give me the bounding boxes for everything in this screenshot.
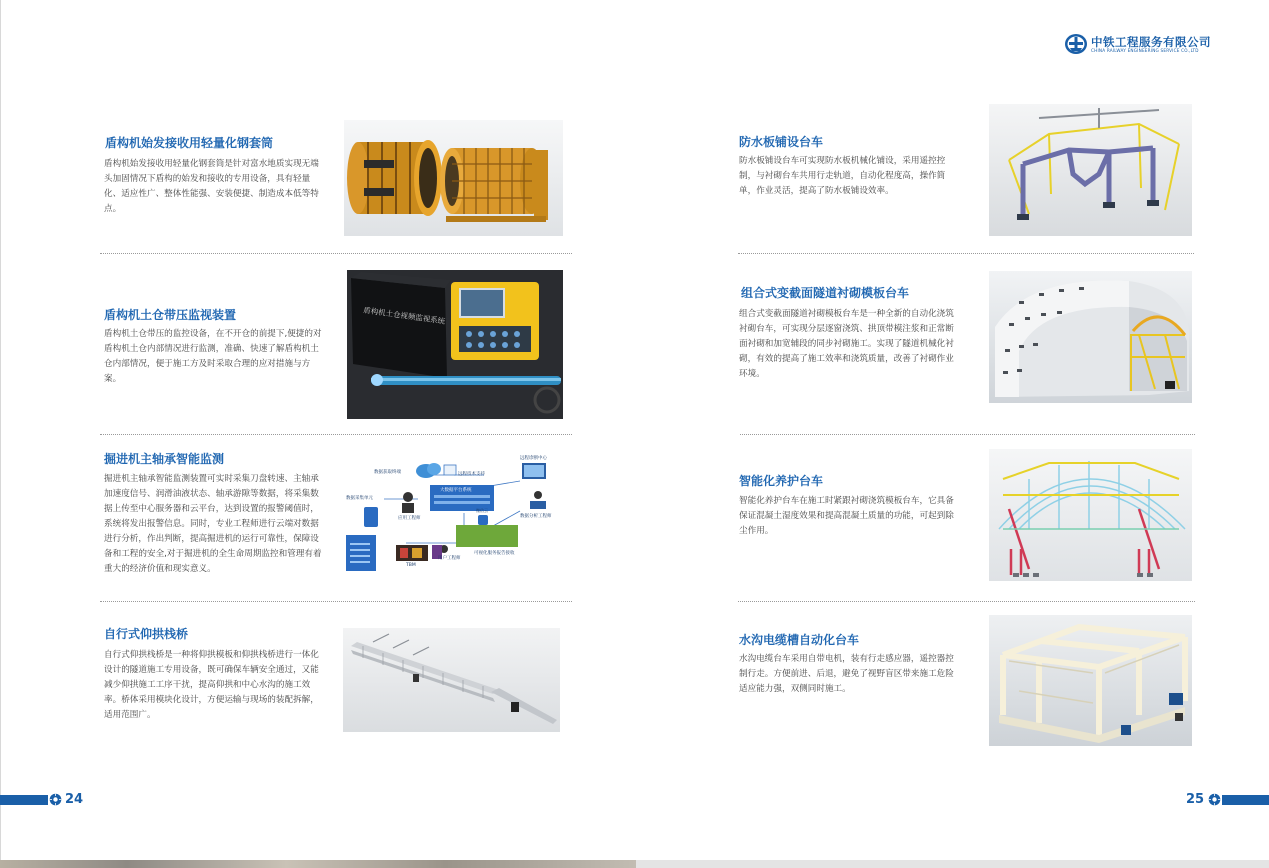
diagram-label-data-collection: 数据获取终端: [374, 470, 401, 475]
item-title-pressure-monitor: 盾构机土仓带压监视装置: [104, 308, 237, 322]
item-desc-steel-sleeve: 盾构机始发接收用轻量化钢套筒是针对富水地质实现无端头加固情况下盾构的始发和接收的专用设备，具有轻量化、适应性广、整体性能强、安装便捷、制造成本低等特点。: [104, 159, 319, 214]
divider: [100, 434, 572, 435]
page-number-bar-left: [0, 795, 48, 805]
waterproof-trolley-image: [989, 104, 1192, 236]
cable-trench-trolley-image: [989, 615, 1192, 746]
trestle-bridge-image: [343, 628, 560, 732]
page-number-bar-right: [1222, 795, 1269, 805]
flower-icon: [1208, 793, 1221, 806]
diagram-label-remote-support: 远程技术支持: [458, 472, 485, 477]
diagram-label-cloud: 微信云: [476, 508, 488, 513]
diagram-label-remote-center: 远程诊断中心: [520, 456, 547, 461]
diagram-label-bigdata-platform: 大数据平台系统: [440, 488, 472, 493]
diagram-label-maint-service: 可视化服务报告接收: [474, 551, 515, 556]
item-title-trestle: 自行式仰拱栈桥: [104, 627, 189, 641]
next-spread-photo-edge: [0, 860, 636, 868]
page-number-right: 25: [1186, 792, 1205, 807]
case-label: 盾构机土仓视频监视系统: [362, 305, 446, 326]
company-name-en: CHINA RAILWAY ENGINEERING SERVICE CO.,LTD: [1091, 48, 1199, 53]
lining-formwork-image: [989, 271, 1192, 403]
diagram-label-tbm: TBM: [406, 563, 416, 568]
page-number-left: 24: [65, 792, 84, 807]
item-title-cable-trench: 水沟电缆槽自动化台车: [739, 633, 860, 647]
diagram-label-app-engineer: 应用工程师: [398, 516, 421, 521]
item-desc-pressure-monitor: 盾构机土仓带压的监控设备，在不开仓的前提下,便捷的对盾构机土仓内部情况进行监测，准确、快速了解盾构机土仓内部情况，便于施工方及时采取合理的应对措施与方案。: [104, 329, 322, 384]
steel-sleeve-image: [344, 120, 563, 236]
item-desc-trestle: 自行式仰拱栈桥是一种将仰拱模板和仰拱栈桥进行一体化设计的隧道施工专用设备，既可确保车辆安全通过，又能减少仰拱施工工序干扰，提高仰拱和中心水沟的施工效率。桥体采用模块化设计，方便运输与现场的装配拆解，适用范围广。: [104, 650, 319, 720]
diagram-label-data-service: 数据分析工程师: [520, 514, 552, 519]
item-desc-cable-trench: 水沟电缆台车采用自带电机，装有行走感应器，遥控器控制行走。方便前进、后退，避免了视野盲区带来施工危险适应能力强，双侧同时施工。: [739, 654, 954, 694]
item-title-bearing-monitor: 掘进机主轴承智能监测: [104, 452, 225, 466]
diagram-label-data-collect-unit: 数据采集单元: [346, 496, 373, 501]
item-title-steel-sleeve: 盾构机始发接收用轻量化钢套筒: [105, 136, 274, 150]
company-logo: [1064, 33, 1224, 57]
bearing-monitoring-diagram: [344, 451, 562, 572]
divider: [100, 253, 572, 254]
item-title-waterproof: 防水板铺设台车: [739, 135, 824, 149]
item-desc-lining-formwork: 组合式变截面隧道衬砌模板台车是一种全新的自动化浇筑衬砌台车，可实现分层逐窗浇筑、拱顶带模注浆和正常断面衬砌和加宽辅段的同步衬砌施工。实现了隧道机械化衬砌，有效的提高了施工效率和浇筑质量，改善了衬砌作业环境。: [739, 309, 954, 379]
divider: [738, 253, 1194, 254]
divider: [740, 434, 1195, 435]
bottom-strip: [0, 860, 1269, 868]
curing-trolley-image: [989, 449, 1192, 581]
item-desc-bearing-monitor: 掘进机主轴承智能监测装置可实时采集刀盘转速、主轴承加速度信号、润滑油液状态、轴承游隙等数据，将采集数据上传至中心服务器和云平台，达到设置的报警阈值时，系统将发出报警信息。同时，专业工程师进行云端对数据进行分析，作出判断，提高掘进机的运行可靠性，保障设备和工程的安全,对于掘进机的全生命周期监控和管理有着重大的经济价值和现实意义。: [104, 474, 322, 574]
item-title-lining-formwork: 组合式变截面隧道衬砌模板台车: [741, 286, 910, 300]
pressure-monitor-image: [347, 270, 563, 419]
divider: [100, 601, 572, 602]
diagram-label-user-engineer: 用户工程师: [438, 556, 461, 561]
item-desc-waterproof: 防水板铺设台车可实现防水板机械化铺设，采用遥控控制，与衬砌台车共用行走轨道，自动化程度高，操作简单，作业灵活，提高了防水板铺设效率。: [739, 156, 946, 196]
divider: [738, 601, 1195, 602]
flower-icon: [49, 793, 62, 806]
item-title-curing-trolley: 智能化养护台车: [739, 474, 824, 488]
company-name: 中铁工程服务有限公司: [1091, 35, 1211, 49]
item-desc-curing-trolley: 智能化养护台车在施工时紧跟衬砌浇筑模板台车，它具备保证混凝土湿度效果和提高混凝土质量的功能，可起到除尘作用。: [739, 496, 954, 536]
crec-logo-icon: [1064, 33, 1088, 55]
